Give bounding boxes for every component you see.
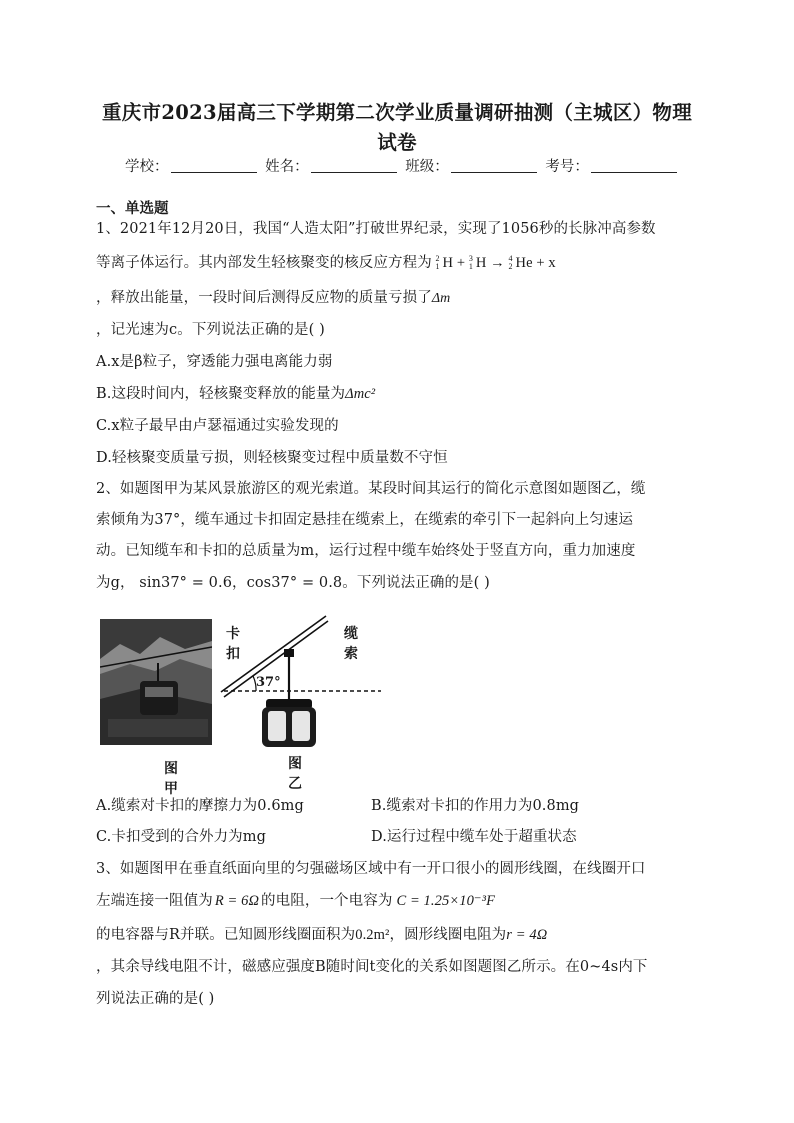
q3-stem-text2b: 的电阻，一个电容为 [261,893,393,909]
q3-stem-text2a: 左端连接一阻值为 [96,893,213,909]
name-blank[interactable] [311,158,397,173]
q1-option-b[interactable] [96,382,375,403]
q3-stem-text3a: 的电容器与R并联。已知圆形线圈面积为 [96,927,356,943]
angle-label: 37° [256,675,281,690]
h2-isotope: 2 1 [435,254,440,271]
q3-stem-line4: ，其余导线电阻不计，磁感应强度B随时间t变化的关系如图题图乙所示。在0~4s内下 [96,959,648,975]
section-heading: 一、单选题 [96,200,169,217]
coil-area-value: 0.2m² [355,927,390,943]
q2-option-c[interactable]: C.卡扣受到的合外力为mg [96,829,267,845]
mass-defect-symbol: Δm [431,291,451,306]
exam-number-blank[interactable] [591,158,677,173]
h2-symbol: H [442,255,454,271]
q1-stem-text3: ，释放出能量，一段时间后测得反应物的质量亏损了 [96,290,432,306]
q1-option-b-text: B.这段时间内，轻核聚变释放的能量为 [96,386,346,402]
cable-label: 缆索 [344,626,358,662]
q3-stem-line5: 列说法正确的是( ) [96,991,215,1007]
school-blank[interactable] [171,158,257,173]
page-title-line2: 试卷 [377,131,417,154]
coil-resistance-value: r = 4Ω [506,927,548,943]
q1-stem-text: 等离子体运行。其内部发生轻核聚变的核反应方程为 [96,255,432,271]
he-symbol: He [515,255,533,271]
q2-stem-line4: 为g， sin37° = 0.6，cos37° = 0.8。下列说法正确的是( ) [96,575,490,591]
q2-stem-line2: 索倾角为37°，缆车通过卡扣固定悬挂在缆索上，在缆索的牵引下一起斜向上匀速运 [96,512,633,528]
q1-stem-line2 [96,251,556,272]
q3-stem-line3 [96,923,547,944]
q3-stem-line2 [96,889,495,910]
q1-option-a[interactable]: A.x是β粒子，穿透能力强电离能力弱 [96,354,333,370]
q3-stem-line1: 3、如题图甲在垂直纸面向里的匀强磁场区域中有一开口很小的圆形线圈，在线圈开口 [96,861,646,877]
capacitance-value: C = 1.25×10⁻³F [396,893,496,909]
figure-b-caption: 图乙 [288,756,302,792]
q3-stem-text3b: ，圆形线圈电阻为 [389,927,507,943]
clip-label: 卡扣 [226,626,240,662]
resistance-value: R = 6Ω [214,893,260,909]
q1-stem-line4: ，记光速为c。下列说法正确的是( ) [96,322,325,338]
class-blank[interactable] [451,158,537,173]
h3-symbol: H [475,255,487,271]
arrow: → [486,255,509,271]
q1-stem-line3 [96,286,450,307]
student-info-line [125,155,681,176]
h3-isotope: 3 1 [468,254,473,271]
q2-stem-line3: 动。已知缆车和卡扣的总质量为m，运行过程中缆车始终处于竖直方向，重力加速度 [96,543,636,559]
q2-option-a[interactable]: A.缆索对卡扣的摩擦力为0.6mg [96,798,304,814]
q1-option-c[interactable]: C.x粒子最早由卢瑟福通过实验发现的 [96,418,339,434]
nuclear-equation [432,255,556,271]
x-product: + x [532,255,556,271]
cable-car-photo [100,619,212,745]
name-label: 姓名： [265,159,309,175]
exam-number-label: 考号： [545,159,589,175]
energy-expression: Δmc² [345,386,376,402]
figure-a-caption: 图甲 [164,761,178,797]
page-title: 重庆市2023届高三下学期第二次学业质量调研抽测（主城区）物理 [101,101,693,124]
he-isotope: 4 2 [508,254,513,271]
q2-stem-line1: 2、如题图甲为某风景旅游区的观光索道。某段时间其运行的简化示意图如题图乙，缆 [96,481,646,497]
q1-stem-line1: 1、2021年12月20日，我国“人造太阳”打破世界纪录，实现了1056秒的长脉冲高参数 [96,221,656,237]
cable-car-diagram [216,613,386,751]
q2-option-d[interactable]: D.运行过程中缆车处于超重状态 [371,829,577,845]
q1-option-d[interactable]: D.轻核聚变质量亏损，则轻核聚变过程中质量数不守恒 [96,450,448,466]
class-label: 班级： [405,159,449,175]
school-label: 学校： [125,159,169,175]
q2-option-b[interactable]: B.缆索对卡扣的作用力为0.8mg [371,798,580,814]
cable-car-photo-art [100,619,212,745]
plus-sign: + [453,255,469,271]
